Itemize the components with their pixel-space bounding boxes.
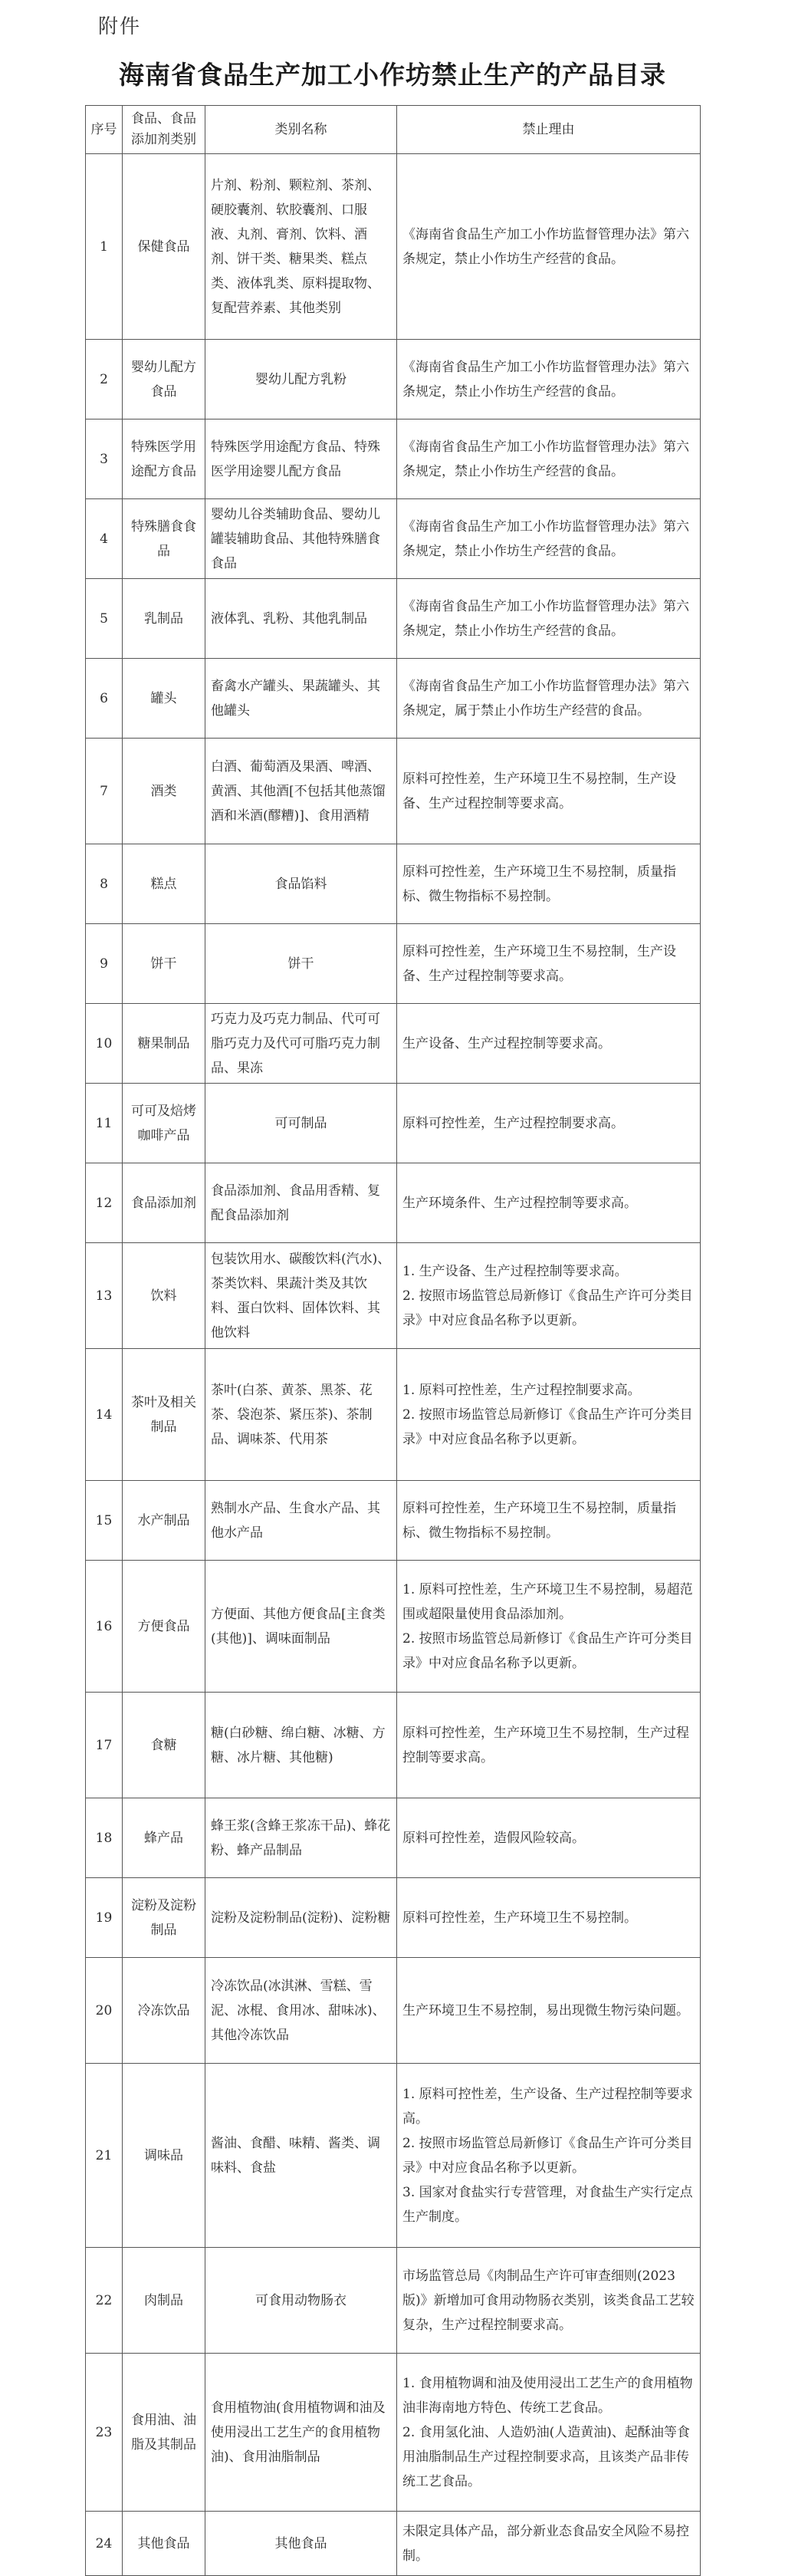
row-category: 乳制品 — [123, 579, 205, 659]
row-reason — [397, 1004, 701, 1084]
row-category: 食品添加剂 — [123, 1163, 205, 1243]
row-category-name: 畜禽水产罐头、果蔬罐头、其他罐头 — [205, 659, 397, 739]
row-category: 调味品 — [123, 2064, 205, 2248]
row-reason — [397, 659, 701, 739]
row-number: 18 — [86, 1798, 123, 1878]
table-row — [86, 1693, 701, 1798]
table-body — [86, 154, 701, 2576]
reason-line: 1. 生产设备、生产过程控制等要求高。 — [402, 1263, 628, 1279]
row-number: 9 — [86, 924, 123, 1004]
table-row — [86, 340, 701, 419]
row-category: 蜂产品 — [123, 1798, 205, 1878]
row-number: 7 — [86, 739, 123, 844]
row-category: 饼干 — [123, 924, 205, 1004]
row-number: 12 — [86, 1163, 123, 1243]
row-category: 特殊医学用途配方食品 — [123, 419, 205, 499]
row-category-name: 白酒、葡萄酒及果酒、啤酒、黄酒、其他酒[不包括其他蒸馏酒和米酒(醪糟)]、食用酒精 — [205, 739, 397, 844]
table-row — [86, 844, 701, 924]
row-number: 15 — [86, 1481, 123, 1561]
table-header — [86, 106, 701, 154]
row-category: 食用油、油脂及其制品 — [123, 2354, 205, 2512]
table-row — [86, 739, 701, 844]
row-category-name: 酱油、食醋、味精、酱类、调味料、食盐 — [205, 2064, 397, 2248]
row-reason — [397, 499, 701, 579]
row-category: 肉制品 — [123, 2248, 205, 2354]
reason-line: 《海南省食品生产加工小作坊监督管理办法》第六条规定，禁止小作坊生产经营的食品。 — [402, 359, 689, 400]
row-category-name: 饼干 — [205, 924, 397, 1004]
row-category-name: 特殊医学用途配方食品、特殊医学用途婴儿配方食品 — [205, 419, 397, 499]
row-reason — [397, 844, 701, 924]
row-category-name: 婴幼儿谷类辅助食品、婴幼儿罐装辅助食品、其他特殊膳食食品 — [205, 499, 397, 579]
table-row — [86, 924, 701, 1004]
row-reason — [397, 579, 701, 659]
row-category: 罐头 — [123, 659, 205, 739]
reason-line: 《海南省食品生产加工小作坊监督管理办法》第六条规定，禁止小作坊生产经营的食品。 — [402, 598, 689, 639]
row-category: 酒类 — [123, 739, 205, 844]
column-header-category: 食品、食品添加剂类别 — [123, 106, 205, 154]
row-category-name: 食品添加剂、食品用香精、复配食品添加剂 — [205, 1163, 397, 1243]
table-row — [86, 419, 701, 499]
reason-line: 2. 按照市场监管总局新修订《食品生产许可分类目录》中对应食品名称予以更新。 — [402, 1406, 693, 1447]
column-header-no: 序号 — [86, 106, 123, 154]
table-row — [86, 1004, 701, 1084]
table-row — [86, 1798, 701, 1878]
row-number: 10 — [86, 1004, 123, 1084]
row-category-name: 巧克力及巧克力制品、代可可脂巧克力及代可可脂巧克力制品、果冻 — [205, 1004, 397, 1084]
row-number: 2 — [86, 340, 123, 419]
row-category: 茶叶及相关制品 — [123, 1349, 205, 1481]
row-category-name: 糖(白砂糖、绵白糖、冰糖、方糖、冰片糖、其他糖) — [205, 1693, 397, 1798]
row-number: 1 — [86, 154, 123, 340]
row-category-name: 方便面、其他方便食品[主食类(其他)]、调味面制品 — [205, 1561, 397, 1693]
row-number: 6 — [86, 659, 123, 739]
table-row — [86, 154, 701, 340]
reason-line: 2. 食用氢化油、人造奶油(人造黄油)、起酥油等食用油脂制品生产过程控制要求高，且该类产品非传统工艺食品。 — [402, 2424, 690, 2489]
row-reason — [397, 924, 701, 1004]
row-category-name: 淀粉及淀粉制品(淀粉)、淀粉糖 — [205, 1878, 397, 1958]
document-title: 海南省食品生产加工小作坊禁止生产的产品目录 — [119, 60, 666, 90]
row-number: 3 — [86, 419, 123, 499]
row-category: 淀粉及淀粉制品 — [123, 1878, 205, 1958]
row-category: 特殊膳食食品 — [123, 499, 205, 579]
reason-line: 2. 按照市场监管总局新修订《食品生产许可分类目录》中对应食品名称予以更新。 — [402, 1288, 693, 1328]
column-header-name: 类别名称 — [205, 106, 397, 154]
row-category-name: 婴幼儿配方乳粉 — [205, 340, 397, 419]
row-number: 4 — [86, 499, 123, 579]
row-reason — [397, 2064, 701, 2248]
table-row — [86, 579, 701, 659]
table-row — [86, 2064, 701, 2248]
row-category: 水产制品 — [123, 1481, 205, 1561]
reason-line: 3. 国家对食盐实行专营管理，对食盐生产实行定点生产制度。 — [402, 2184, 693, 2225]
row-reason — [397, 1798, 701, 1878]
table-header-row — [86, 106, 701, 154]
row-category-name: 包装饮用水、碳酸饮料(汽水)、茶类饮料、果蔬汁类及其饮料、蛋白饮料、固体饮料、其他饮料 — [205, 1243, 397, 1349]
table-row — [86, 2248, 701, 2354]
row-number: 8 — [86, 844, 123, 924]
row-number: 14 — [86, 1349, 123, 1481]
row-category-name: 食用植物油(食用植物调和油及使用浸出工艺生产的食用植物油)、食用油脂制品 — [205, 2354, 397, 2512]
row-reason — [397, 1084, 701, 1163]
reason-line: 原料可控性差，生产环境卫生不易控制，生产设备、生产过程控制等要求高。 — [402, 943, 676, 984]
table-row — [86, 1163, 701, 1243]
row-number: 21 — [86, 2064, 123, 2248]
reason-line: 1. 原料可控性差，生产环境卫生不易控制，易超范围或超限量使用食品添加剂。 — [402, 1581, 693, 1622]
product-catalog-table — [85, 105, 701, 2576]
reason-line: 原料可控性差，造假风险较高。 — [402, 1830, 585, 1846]
reason-line: 原料可控性差，生产环境卫生不易控制，质量指标、微生物指标不易控制。 — [402, 864, 676, 904]
reason-line: 生产设备、生产过程控制等要求高。 — [402, 1035, 611, 1051]
row-category-name: 其他食品 — [205, 2512, 397, 2576]
row-reason — [397, 2354, 701, 2512]
table-row — [86, 499, 701, 579]
reason-line: 生产环境条件、生产过程控制等要求高。 — [402, 1195, 637, 1211]
table-row — [86, 1084, 701, 1163]
row-category: 糕点 — [123, 844, 205, 924]
row-number: 17 — [86, 1693, 123, 1798]
row-reason — [397, 1481, 701, 1561]
reason-line: 1. 原料可控性差，生产过程控制要求高。 — [402, 1382, 641, 1398]
table-row — [86, 1878, 701, 1958]
row-category: 食糖 — [123, 1693, 205, 1798]
row-reason — [397, 1561, 701, 1693]
reason-line: 原料可控性差，生产环境卫生不易控制，生产过程控制等要求高。 — [402, 1725, 689, 1765]
row-category: 方便食品 — [123, 1561, 205, 1693]
row-category-name: 片剂、粉剂、颗粒剂、茶剂、硬胶囊剂、软胶囊剂、口服液、丸剂、膏剂、饮料、酒剂、饼干类、糖果类、糕点类、液体乳类、原料提取物、复配营养素、其他类别 — [205, 154, 397, 340]
table-row — [86, 1349, 701, 1481]
table-row — [86, 1481, 701, 1561]
row-category-name: 蜂王浆(含蜂王浆冻干品)、蜂花粉、蜂产品制品 — [205, 1798, 397, 1878]
row-category-name: 冷冻饮品(冰淇淋、雪糕、雪泥、冰棍、食用冰、甜味冰)、其他冷冻饮品 — [205, 1958, 397, 2064]
table-row — [86, 1243, 701, 1349]
row-reason — [397, 2248, 701, 2354]
row-reason — [397, 1958, 701, 2064]
reason-line: 1. 食用植物调和油及使用浸出工艺生产的食用植物油非海南地方特色、传统工艺食品。 — [402, 2375, 693, 2416]
row-number: 16 — [86, 1561, 123, 1693]
row-number: 5 — [86, 579, 123, 659]
reason-line: 原料可控性差，生产环境卫生不易控制，生产设备、生产过程控制等要求高。 — [402, 771, 676, 811]
row-category-name: 液体乳、乳粉、其他乳制品 — [205, 579, 397, 659]
attachment-label: 附件 — [98, 15, 142, 38]
reason-line: 未限定具体产品，部分新业态食品安全风险不易控制。 — [402, 2523, 689, 2564]
row-reason — [397, 1163, 701, 1243]
row-reason — [397, 1693, 701, 1798]
row-category: 冷冻饮品 — [123, 1958, 205, 2064]
row-number: 23 — [86, 2354, 123, 2512]
row-category: 其他食品 — [123, 2512, 205, 2576]
table-row — [86, 2512, 701, 2576]
row-number: 20 — [86, 1958, 123, 2064]
row-category-name: 熟制水产品、生食水产品、其他水产品 — [205, 1481, 397, 1561]
row-category-name: 食品馅料 — [205, 844, 397, 924]
column-header-reason: 禁止理由 — [397, 106, 701, 154]
reason-line: 生产环境卫生不易控制，易出现微生物污染问题。 — [402, 2002, 689, 2018]
reason-line: 原料可控性差，生产环境卫生不易控制。 — [402, 1910, 637, 1926]
reason-line: 2. 按照市场监管总局新修订《食品生产许可分类目录》中对应食品名称予以更新。 — [402, 1630, 693, 1671]
reason-line: 原料可控性差，生产过程控制要求高。 — [402, 1115, 624, 1131]
reason-line: 2. 按照市场监管总局新修订《食品生产许可分类目录》中对应食品名称予以更新。 — [402, 2135, 693, 2176]
reason-line: 《海南省食品生产加工小作坊监督管理办法》第六条规定，禁止小作坊生产经营的食品。 — [402, 439, 689, 479]
row-reason — [397, 1878, 701, 1958]
row-reason — [397, 739, 701, 844]
reason-line: 《海南省食品生产加工小作坊监督管理办法》第六条规定，禁止小作坊生产经营的食品。 — [402, 518, 689, 559]
reason-line: 《海南省食品生产加工小作坊监督管理办法》第六条规定，属于禁止小作坊生产经营的食品。 — [402, 678, 689, 719]
row-category: 饮料 — [123, 1243, 205, 1349]
row-category: 婴幼儿配方食品 — [123, 340, 205, 419]
table-row — [86, 659, 701, 739]
row-reason — [397, 2512, 701, 2576]
row-reason — [397, 1243, 701, 1349]
table-row — [86, 1561, 701, 1693]
row-number: 11 — [86, 1084, 123, 1163]
reason-line: 《海南省食品生产加工小作坊监督管理办法》第六条规定，禁止小作坊生产经营的食品。 — [402, 226, 689, 267]
row-number: 13 — [86, 1243, 123, 1349]
row-category-name: 茶叶(白茶、黄茶、黑茶、花茶、袋泡茶、紧压茶)、茶制品、调味茶、代用茶 — [205, 1349, 397, 1481]
row-category: 保健食品 — [123, 154, 205, 340]
row-category: 可可及焙烤咖啡产品 — [123, 1084, 205, 1163]
reason-line: 原料可控性差，生产环境卫生不易控制，质量指标、微生物指标不易控制。 — [402, 1500, 676, 1541]
reason-line: 市场监管总局《肉制品生产许可审查细则(2023版)》新增加可食用动物肠衣类别，该类食品工艺较复杂，生产过程控制要求高。 — [402, 2268, 695, 2333]
row-number: 22 — [86, 2248, 123, 2354]
row-reason — [397, 154, 701, 340]
row-number: 19 — [86, 1878, 123, 1958]
reason-line: 1. 原料可控性差，生产设备、生产过程控制等要求高。 — [402, 2086, 693, 2127]
table-row — [86, 2354, 701, 2512]
row-reason — [397, 340, 701, 419]
table-row — [86, 1958, 701, 2064]
row-category: 糖果制品 — [123, 1004, 205, 1084]
row-category-name: 可可制品 — [205, 1084, 397, 1163]
row-category-name: 可食用动物肠衣 — [205, 2248, 397, 2354]
row-number: 24 — [86, 2512, 123, 2576]
row-reason — [397, 1349, 701, 1481]
row-reason — [397, 419, 701, 499]
